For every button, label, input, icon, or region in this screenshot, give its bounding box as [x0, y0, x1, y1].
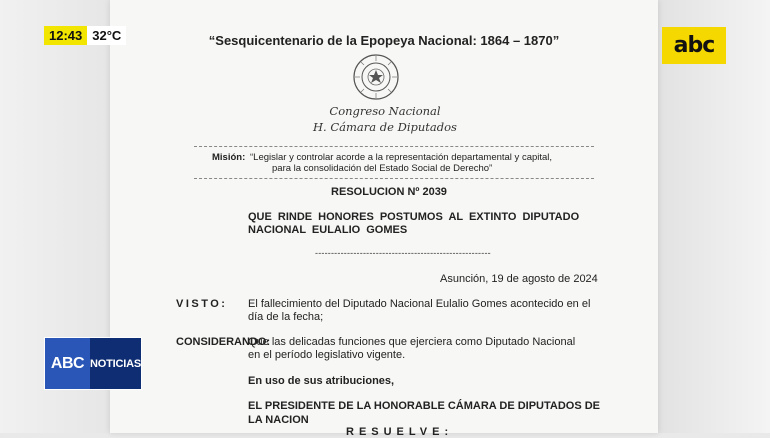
document-motto: “Sesquicentenario de la Epopeya Nacional: 1864 – 1870”: [208, 33, 560, 48]
place-date: Asunción, 19 de agosto de 2024: [440, 273, 598, 285]
time-temperature-badge: [44, 26, 126, 45]
considerando-text: [248, 336, 608, 361]
divider-bottom: [194, 178, 594, 179]
subject-line: QUE RINDE HONORES POSTUMOS AL EXTINTO DIPUTADO: [248, 211, 580, 223]
subject-line: NACIONAL EULALIO GOMES: [248, 223, 408, 236]
considerando-line: en el período legislativo vigente.: [248, 348, 406, 361]
presidente-text: [248, 400, 628, 427]
abc-noticias-abc: ABC: [45, 338, 90, 389]
abc-channel-logo: abc: [662, 27, 726, 64]
visto-text: [248, 298, 608, 323]
background-right: [658, 0, 770, 433]
resolution-subject: [248, 211, 608, 236]
abc-noticias-label: NOTICIAS: [90, 338, 141, 389]
mision-label: Misión:: [212, 152, 246, 163]
mision-line: “Legislar y controlar acorde a la representación departamental y capital,: [250, 152, 553, 163]
considerando-line: Que las delicadas funciones que ejerciera como Diputado Nacional: [248, 336, 576, 348]
visto-line: El fallecimiento del Diputado Nacional Eulalio Gomes acontecido en el: [248, 298, 591, 310]
mision-line: para la consolidación del Estado Social de Derecho”: [272, 163, 493, 174]
document-page: [110, 0, 658, 438]
temperature: 32°C: [87, 26, 126, 45]
abc-noticias-bug: [44, 337, 142, 390]
atribuciones-text: En uso de sus atribuciones,: [248, 375, 395, 387]
mision-text: [250, 152, 570, 174]
clock-time: 12:43: [44, 26, 87, 45]
institution-name: Congreso Nacional: [329, 104, 441, 118]
visto-label: VISTO:: [176, 298, 228, 310]
national-seal-icon: [352, 53, 400, 101]
considerando-label: CONSIDERANDO:: [176, 336, 271, 348]
institution-chamber: H. Cámara de Diputados: [313, 120, 457, 134]
visto-line: día de la fecha;: [248, 310, 324, 323]
divider-top: [194, 146, 594, 147]
presidente-line: LA NACION: [248, 413, 309, 426]
separator: -------------------------------------------------------: [315, 248, 491, 258]
resolution-title: RESOLUCION Nº 2039: [331, 186, 447, 198]
presidente-line: EL PRESIDENTE DE LA HONORABLE CÁMARA DE DIPUTADOS DE: [248, 400, 601, 412]
resuelve-heading: RESUELVE:: [346, 426, 454, 438]
